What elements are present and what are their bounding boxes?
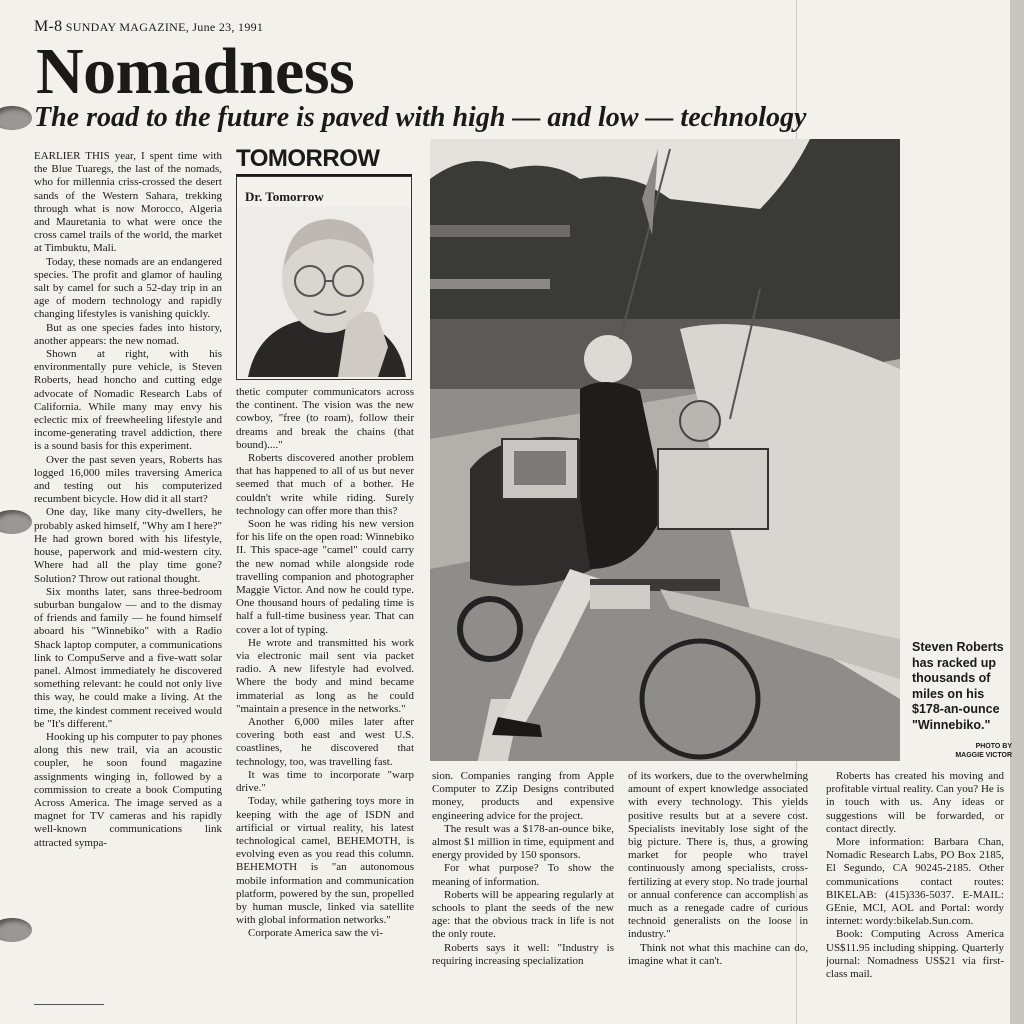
punch-hole <box>0 510 32 534</box>
paragraph: More information: Barbara Chan, Nomadic Research Labs, PO Box 2185, El Segundo, CA 90245-2185. Other communications contact routes: BIKELAB: (415)336-5037. E-MAIL: GEnie, MCI, AOL and Portal: wordy internet: wordy:bikelab.Sun.com. <box>826 836 1004 928</box>
section-dateline: SUNDAY MAGAZINE, June 23, 1991 <box>65 20 264 34</box>
paragraph: Today, these nomads are an endangered species. The profit and glamor of hauling salt by camel for such a 52-day trip in an age of modern technology and rapidly changing lifestyles is vanishing quickly. <box>34 255 222 321</box>
credit-line: PHOTO BY <box>975 743 1012 750</box>
columnist-name: Dr. Tomorrow <box>245 189 324 204</box>
credit-line: MAGGIE VICTOR <box>955 752 1012 759</box>
paragraph: Roberts discovered another problem that has happened to all of us but never seemed that much of a bother. He couldn't write while riding. Surely technology can offer more than this? <box>236 452 414 517</box>
article-column-5 <box>826 770 1004 1010</box>
article-photo <box>430 139 900 761</box>
article-column-2 <box>236 386 414 1010</box>
paragraph: Roberts will be appearing regularly at schools to plant the seeds of the new age: that the obvious track in life is not the only route. <box>432 888 614 941</box>
column-kicker: TOMORROW <box>236 144 412 177</box>
paragraph: But as one species fades into history, another appears: the new nomad. <box>34 321 222 347</box>
paragraph: Over the past seven years, Roberts has logged 16,000 miles traversing America and testing out his computerized recumbent bicycle. How did it all start? <box>34 453 222 506</box>
paragraph: sion. Companies ranging from Apple Computer to ZZip Designs contributed money, products and expensive engineering advice for the project. <box>432 770 614 822</box>
paragraph: Book: Computing Across America US$11.95 including shipping. Quarterly journal: Nomadness US$21 via first-class mail. <box>826 928 1004 981</box>
photo-caption: Steven Roberts has racked up thousands of miles on his $178-an-ounce "Winnebiko." <box>912 640 1004 732</box>
columnist-portrait <box>238 207 410 377</box>
paragraph: Hooking up his computer to pay phones along this new trail, via an acoustic coupler, he soon found magazine assignments winging in, followed by a commission to create a book Computing Across America. The image served as a magnet for TV cameras and his rapidly well-known communications link attracted sympa- <box>34 730 222 849</box>
article-column-3 <box>432 770 614 1010</box>
paragraph: Soon he was riding his new version for his life on the open road: Winnebiko II. This space-age "camel" could carry the new nomad while alongside rode travelling companion and photographer Maggie Victor. And now he could type. One thousand hours of pedaling time is half a full-time business year. That can cover a lot of typing. <box>236 518 414 636</box>
paragraph: Roberts says it well: "Industry is requiring increasing specialization <box>432 941 614 967</box>
paragraph: Corporate America saw the vi- <box>248 927 384 940</box>
paragraph: Today, while gathering toys more in keeping with the age of ISDN and artificial or virtual reality, his latest technological camel, BEHEMOTH, is evolving even as you read this column. BEHEMOTH is "an autonomous mobile information and communication platform, powered by the sun, propelled by human muscle, linked via satellite with global information networks." <box>236 795 414 927</box>
paragraph: Another 6,000 miles later after covering both east and west U.S. coastlines, he discovered that technology, too, was travelling fast. <box>236 716 414 768</box>
paragraph: Six months later, sans three-bedroom suburban bungalow — and to the dismay of friends and family — he found himself aboard his "Winnebiko" with a Radio Shack laptop computer, a communications link to CompuServe and a five-watt solar panel. Almost immediately he discovered something relevant: he could not only live this way, he could make a living. At the time, the kindest comment received would be "It's different." <box>34 585 222 730</box>
paragraph: He wrote and transmitted his work via electronic mail sent via packet radio. A new lifestyle had evolved. Where the body and mind became immaterial as long as he could "maintain a presence in the networks." <box>236 636 414 715</box>
paragraph: One day, like many city-dwellers, he probably asked himself, "Why am I here?" He had grown bored with his lifestyle, house, paperwork and mid-western city. Where had all the play time gone? Solution? Throw out rational thought. <box>34 506 222 585</box>
paragraph: It was time to incorporate "warp drive." <box>236 768 414 795</box>
columnist-box <box>236 176 412 380</box>
paragraph: thetic computer communicators across the continent. The vision was the new cowboy, "free (to roam), follow their dreams and break the chains (that bound)...." <box>236 386 414 451</box>
headline: Nomadness <box>36 35 355 108</box>
bicycle-photo-illustration <box>430 139 900 761</box>
article-column-4 <box>628 770 808 1010</box>
deck: The road to the future is paved with high — and low — technology <box>34 102 807 133</box>
paragraph: Roberts has created his moving and profitable virtual reality. Can you? He is in touch with us. Any ideas or suggestions will be forwarded, or contact directly. <box>826 770 1004 835</box>
page-number: M-8 <box>34 18 63 35</box>
footer-rule <box>34 1004 104 1005</box>
punch-hole <box>0 918 32 942</box>
paragraph: EARLIER THIS year, I spent time with the Blue Tuaregs, the last of the nomads, who for millennia criss-crossed the desert sands of the Western Sahara, trekking through what is now Morocco, Algeria and Mauretania to what were once the cross camel trails of the world, the market at Timbuktu, Mali. <box>34 150 222 255</box>
article-column-1 <box>34 150 222 1010</box>
paragraph: The result was a $178-an-ounce bike, almost $1 million in time, equipment and energy provided by 150 sponsors. <box>432 822 614 862</box>
paragraph: Shown at right, with his environmentally pure vehicle, is Steven Roberts, head honcho and cutting edge advocate of Nomadic Research Labs of California. While many may envy his eclectic mix of freewheeling lifestyle and income-generating travel addiction, there is a sound basis for this experiment. <box>34 348 222 453</box>
masthead <box>34 18 263 36</box>
punch-hole <box>0 106 32 130</box>
paragraph: Think not what this machine can do, imagine what it can't. <box>628 941 808 967</box>
paragraph: of its workers, due to the overwhelming amount of expert knowledge associated with every technology. This yields positive results but at a severe cost. Specialists inevitably lose sight of the big picture. There is, thus, a growing market for people who travel continuously among specialists, cross-fertilizing at every stop. No trade journal or annual conference can accomplish as much as a renegade cadre of curious technoid generalists on the loose in industry." <box>628 770 808 941</box>
photo-credit <box>912 742 1012 760</box>
paragraph: For what purpose? To show the meaning of information. <box>432 862 614 888</box>
